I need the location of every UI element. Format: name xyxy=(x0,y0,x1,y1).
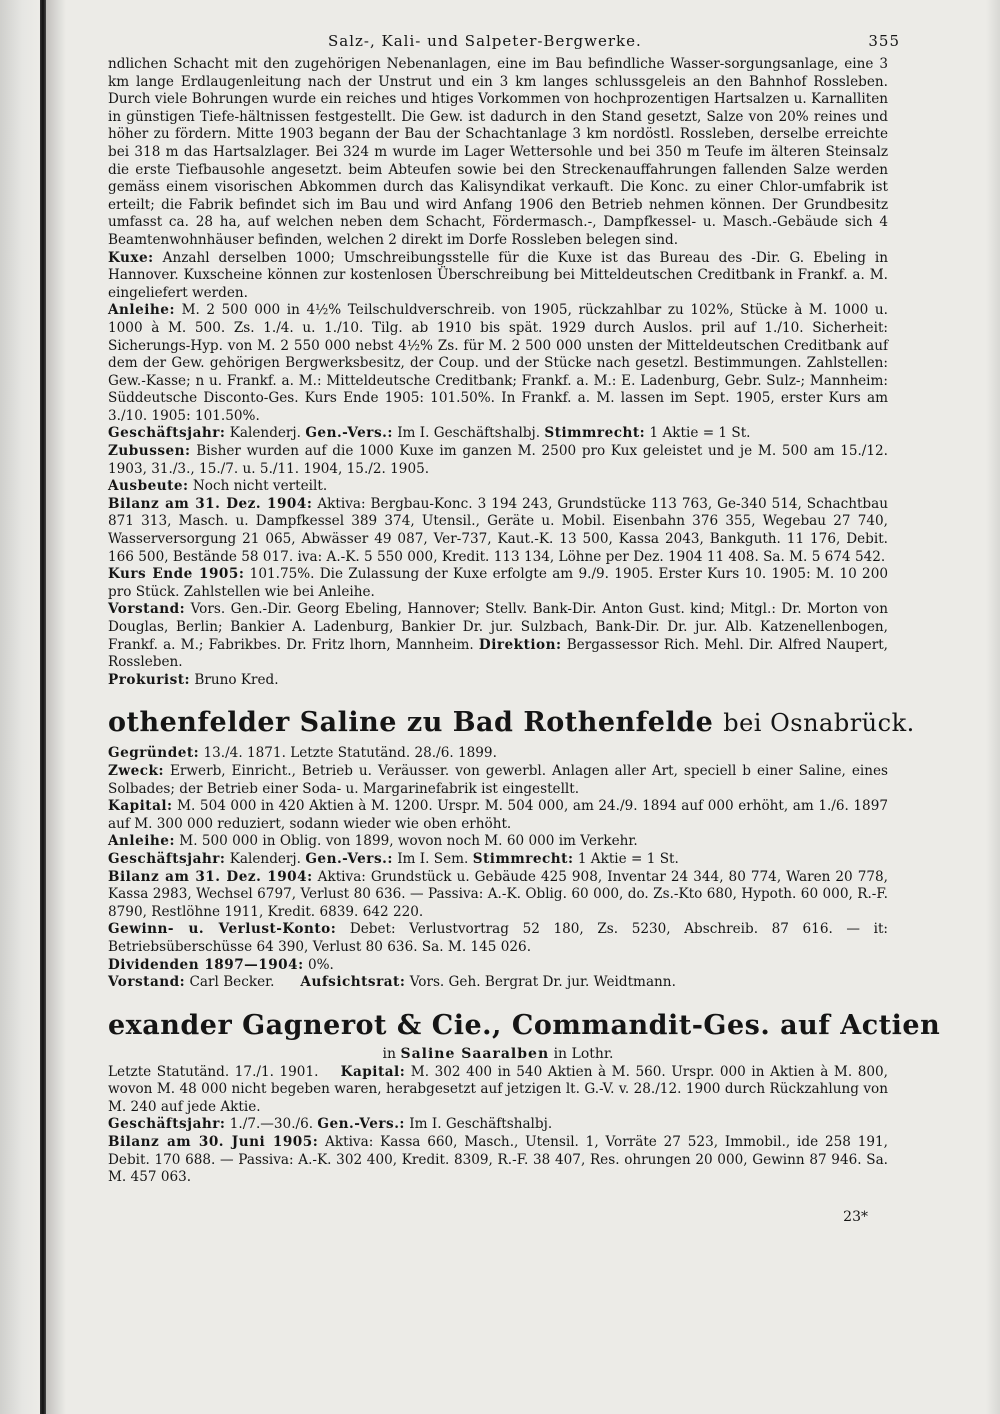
geschaeftsjahr-label: Geschäftsjahr: xyxy=(108,425,226,442)
gegruendet-text: 13./4. 1871. Letzte Statutänd. 28./6. 1899. xyxy=(203,745,497,762)
geschaeftsjahr-label: Geschäftsjahr: xyxy=(108,850,226,867)
bilanz-text: Aktiva: Grundstück u. Gebäude 425 908, Inventar 24 344, 80 774, Waren 20 778, Kassa 2983, Wechsel 6797, Verlust 80 636. — Passiva: A.-K. Oblig. 60 000, do. Zs.-Kto 680, Hypoth. 60 000, R.-F. 8790, Restlöhne 1911, Kredit. 6839. 642 220. xyxy=(108,868,889,920)
company-entry-1 xyxy=(108,56,888,689)
company-sub-in: in xyxy=(382,1045,396,1062)
company-entry-2 xyxy=(108,705,915,991)
stimmrecht-label: Stimmrecht: xyxy=(472,850,574,867)
gutter-shadow xyxy=(46,0,66,1414)
kapital-label: Kapital: xyxy=(108,798,173,815)
company-heading xyxy=(108,1008,941,1044)
anleihe-section xyxy=(108,302,888,425)
aufsichtsrat-text: Vors. Geh. Bergrat Dr. jur. Weidtmann. xyxy=(409,974,676,991)
gewinn-verlust-label: Gewinn- u. Verlust-Konto: xyxy=(108,921,337,938)
company-sub-region: in Lothr. xyxy=(553,1045,614,1062)
gen-vers-text: Im I. Sem. xyxy=(397,850,469,867)
kuxe-section xyxy=(108,250,888,303)
aufsichtsrat-label: Aufsichtsrat: xyxy=(300,974,406,991)
stimmrecht-label: Stimmrecht: xyxy=(544,425,646,442)
gen-vers-label: Gen.-Vers.: xyxy=(317,1116,405,1133)
bilanz-section xyxy=(108,496,888,566)
zubussen-text: Bisher wurden auf die 1000 Kuxe im ganzen M. 2500 pro Kux geleistet und je M. 500 am 15./12. 1903, 31./3., 15./7. u. 5./11. 1904, 15./2. 1905. xyxy=(108,443,889,477)
anleihe-label: Anleihe: xyxy=(108,302,175,319)
direktion-text: Bergassessor Rich. Mehl. Dir. Alfred Naupert, Rossleben. xyxy=(108,636,889,671)
kurs-section xyxy=(108,566,888,601)
company-title: othenfelder Saline zu Bad Rothenfelde xyxy=(108,707,714,739)
kapital-label: Kapital: xyxy=(340,1063,406,1080)
gen-vers-label: Gen.-Vers.: xyxy=(305,425,393,442)
anleihe-label: Anleihe: xyxy=(108,833,175,850)
geschaeftsjahr-section xyxy=(108,1116,888,1134)
geschaeftsjahr-label: Geschäftsjahr: xyxy=(108,1116,226,1133)
bilanz-section xyxy=(108,1134,888,1187)
bilanz-label: Bilanz am 30. Juni 1905: xyxy=(108,1134,319,1151)
zweck-label: Zweck: xyxy=(108,762,164,779)
kapital-text: M. 504 000 in 420 Aktien à M. 1200. Urspr. M. 504 000, am 24./9. 1894 auf 000 erhöht, am 1./6. 1897 auf M. 300 000 reduziert, sodann wieder wie oben erhöht. xyxy=(108,798,888,832)
geschaeftsjahr-text: Kalenderj. xyxy=(229,850,301,867)
anleihe-text: M. 2 500 000 in 4½% Teilschuldverschreib. von 1905, rückzahlbar zu 102%, Stücke à M. 1000 u. 1000 à M. 500. Zs. 1./4. u. 1./10. Tilg. ab 1910 bis spät. 1929 durch Auslos. pril auf 1./10. Sicherheit: Sicherungs-Hyp. von M. 2 550 000 nebst 4½% Zs. für M. 2 500 000 unsten der Mitteldeutschen Creditbank auf dem der Gew. gehörigen Bergwerksbesitz, der Coup. und der Stücke nach gesetzl. Bestimmungen. Zahlstellen: Gew.-Kasse; n u. Frankf. a. M.: Mitteldeutsche Creditbank; Frankf. a. M.: E. Ladenburg, Gebr. Sulz-; Mannheim: Süddeutsche Disconto-Ges. Kurs Ende 1905: 101.50%. In Frankf. a. M. lassen im Sept. 1905, erster Kurs am 3./10. 1905: 101.50%. xyxy=(108,302,889,424)
page-number: 355 xyxy=(868,32,900,50)
kurs-text: 101.75%. Die Zulassung der Kuxe erfolgte am 9./9. 1905. Erster Kurs 10. 1905: M. 10 200 pro Stück. Zahlstellen wie bei Anleihe. xyxy=(108,566,888,600)
company-entry-3 xyxy=(108,1008,941,1187)
gewinn-verlust-section xyxy=(108,921,888,956)
bilanz-label: Bilanz am 31. Dez. 1904: xyxy=(108,495,313,512)
bilanz-label: Bilanz am 31. Dez. 1904: xyxy=(108,868,313,885)
anleihe-section xyxy=(108,833,888,851)
dividenden-text: 0%. xyxy=(307,956,334,973)
stimmrecht-text: 1 Aktie = 1 St. xyxy=(649,425,751,442)
bilanz-text: Aktiva: Kassa 660, Masch., Utensil. 1, Vorräte 27 523, Immobil., ide 258 191, Debit. 170 688. — Passiva: A.-K. 302 400, Kredit. 8309, R.-F. 38 407, Res. ohrungen 20 000, Gewinn 87 946. Sa. M. 457 063. xyxy=(108,1134,888,1186)
statut-text: Letzte Statutänd. 17./1. 1901. xyxy=(108,1063,319,1080)
running-title: Salz-, Kali- und Salpeter-Bergwerke. xyxy=(328,32,642,50)
prokurist-label: Prokurist: xyxy=(108,671,191,688)
bilanz-section xyxy=(108,869,888,922)
gegruendet-label: Gegründet: xyxy=(108,745,200,762)
geschaeftsjahr-text: Kalenderj. xyxy=(229,425,301,442)
dividenden-section xyxy=(108,957,888,975)
direktion-label: Direktion: xyxy=(478,636,562,653)
company-title: exander Gagnerot & Cie., Commandit-Ges. auf Actien xyxy=(108,1009,941,1041)
ausbeute-label: Ausbeute: xyxy=(108,478,189,495)
zweck-section xyxy=(108,763,888,798)
vorstand-text: Vors. Gen.-Dir. Georg Ebeling, Hannover; Stellv. Bank-Dir. Anton Gust. kind; Mitgl.: Dr. Morton von Douglas, Berlin; Bankier A. Ladenburg, Bankier Dr. jur. Sulzbach, Bank-Dir. Dr. jur. Alb. Katzenellenbogen, Frankf. a. M.; Fabrikbes. Dr. Fritz lhorn, Mannheim. xyxy=(108,601,888,653)
vorstand-section xyxy=(108,601,888,671)
geschaeftsjahr-text: 1./7.—30./6. xyxy=(229,1116,314,1133)
kurs-label: Kurs Ende 1905: xyxy=(108,566,245,583)
book-spine-shadow xyxy=(0,0,38,1414)
kapital-text: M. 302 400 in 540 Aktien à M. 560. Urspr. 000 in Aktien à M. 800, wovon M. 48 000 nicht begeben waren, herabgesetzt auf jetzigen lt. G.-V. v. 28./12. 1900 durch Rückzahlung von M. 240 auf jede Aktie. xyxy=(108,1063,888,1115)
kapital-section xyxy=(108,1064,888,1117)
zweck-text: Erwerb, Einricht., Betrieb u. Veräusser. von gewerbl. Anlagen aller Art, speciell b einer Saline, eines Solbades; der Betrieb einer Soda- u. Margarinefabrik ist eingestellt. xyxy=(108,762,888,797)
prokurist-text: Bruno Kred. xyxy=(194,671,279,688)
geschaeftsjahr-section xyxy=(108,425,888,443)
dividenden-label: Dividenden 1897—1904: xyxy=(108,956,304,973)
company-title-location: bei Osnabrück. xyxy=(723,709,915,738)
ausbeute-section xyxy=(108,478,888,496)
kuxe-text: Anzahl derselben 1000; Umschreibungsstelle für die Kuxe ist das Bureau des -Dir. G. Ebeling in Hannover. Kuxscheine können zur kostenlosen Überschreibung bei Mitteldeutschen Creditbank in Frankf. a. M. eingeliefert werden. xyxy=(108,249,888,301)
zubussen-label: Zubussen: xyxy=(108,443,191,460)
geschaeftsjahr-section xyxy=(108,851,888,869)
company-subheading xyxy=(108,1046,888,1062)
gen-vers-text: Im I. Geschäftshalbj. xyxy=(397,425,541,442)
bilanz-text: Aktiva: Bergbau-Konc. 3 194 243, Grundstücke 113 763, Ge-340 514, Schachtbau 871 313, Masch. u. Dampfkessel 389 374, Utensil., Geräte u. Mobil. Eisenbahn 376 355, Wegebau 27 740, Wasserversorgung 21 065, Abwässer 49 087, Ver-737, Kaut.-K. 13 500, Kassa 2043, Bankguth. 11 176, Debit. 166 500, Bestände 58 017. iva: A.-K. 5 550 000, Kredit. 113 134, Löhne per Dez. 1904 11 408. Sa. M. 5 674 542. xyxy=(108,495,888,565)
stimmrecht-text: 1 Aktie = 1 St. xyxy=(577,850,679,867)
page-edge xyxy=(986,0,1000,1414)
kuxe-label: Kuxe: xyxy=(108,249,154,266)
vorstand-label: Vorstand: xyxy=(108,974,186,991)
vorstand-text: Carl Becker. xyxy=(189,974,275,991)
gen-vers-label: Gen.-Vers.: xyxy=(305,850,393,867)
anleihe-text: M. 500 000 in Oblig. von 1899, wovon noch M. 60 000 im Verkehr. xyxy=(179,833,638,850)
gewinn-verlust-text: Debet: Verlustvortrag 52 180, Zs. 5230, Abschreib. 87 616. — it: Betriebsüberschüsse 64 390, Verlust 80 636. Sa. M. 145 026. xyxy=(108,921,888,955)
vorstand-section xyxy=(108,974,888,992)
company-sub-place: Saline Saaralben xyxy=(400,1045,550,1062)
document-page xyxy=(108,30,941,1225)
gegruendet-section xyxy=(108,745,888,763)
sheet-signature: 23* xyxy=(843,1208,868,1225)
gen-vers-text: Im I. Geschäftshalbj. xyxy=(409,1116,553,1133)
zubussen-section xyxy=(108,443,888,478)
company-heading xyxy=(108,705,915,741)
vorstand-label: Vorstand: xyxy=(108,601,186,618)
company-description: ndlichen Schacht mit den zugehörigen Nebenanlagen, eine im Bau befindliche Wasser-sorgungsanlage, eine 3 km lange Erdlaugenleitung nach der Unstrut und ein 3 km langes schlussgeleis an den Bahnhof Rossleben. Durch viele Bohrungen wurde ein reiches und htiges Vorkommen von hochprozentigen Hartsalzen u. Karnalliten in günstigen Tiefe-hältnissen festgestellt. Die Gew. ist dadurch in den Stand gesetzt, Salze von 20% reines und höher zu fördern. Mitte 1903 begann der Bau der Schachtanlage 3 km nordöstl. Rossleben, derselbe erreichte bei 318 m das Hartsalzlager. Bei 324 m wurde im Lager Wettersohle und bei 350 m Teufe im älteren Steinsalz die erste Tiefbausohle angesetzt. beim Abteufen sowie bei den Streckenauffahrungen fallenden Salze werden gemäss einem visorischen Abkommen durch das Kalisyndikat verkauft. Die Konc. zu einer Chlor-umfabrik ist erteilt; die Fabrik befindet sich im Bau und wird Anfang 1906 den Betrieb nehmen können. Der Grundbesitz umfasst ca. 28 ha, auf welchen neben dem Schacht, Fördermasch.-, Dampfkessel- u. Masch.-Gebäude sich 4 Beamtenwohnhäuser befinden, welchen 2 direkt im Dorfe Rossleben belegen sind. xyxy=(108,56,888,248)
ausbeute-text: Noch nicht verteilt. xyxy=(192,478,328,495)
kapital-section xyxy=(108,798,888,833)
prokurist-section xyxy=(108,672,888,690)
running-header xyxy=(108,30,900,56)
